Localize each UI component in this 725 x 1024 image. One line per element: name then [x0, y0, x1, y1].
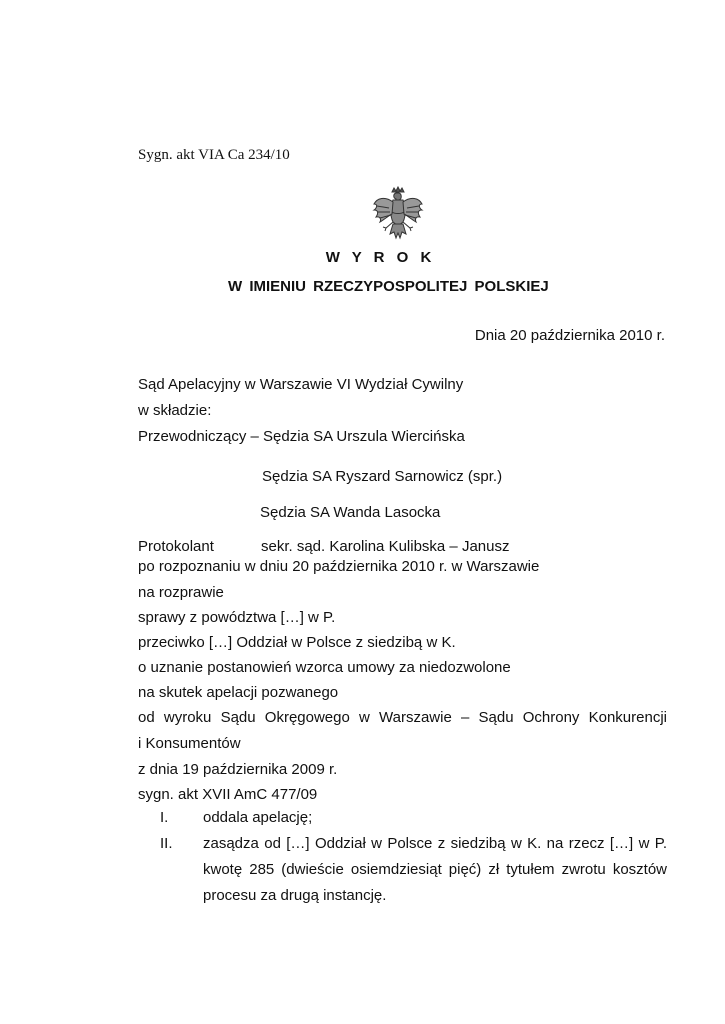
- court-name: Sąd Apelacyjny w Warszawie VI Wydział Cywilny: [138, 376, 464, 393]
- lower-court-ref: sygn. akt XVII AmC 477/09: [138, 786, 318, 803]
- plaintiff-line: sprawy z powództwa […] w P.: [138, 609, 336, 626]
- subject-line: o uznanie postanowień wzorca umowy za niedozwolone: [138, 659, 511, 676]
- clerk-label: Protokolant: [138, 538, 214, 555]
- appeal-line: na skutek apelacji pozwanego: [138, 684, 339, 701]
- judge-rapporteur: Sędzia SA Ryszard Sarnowicz (spr.): [262, 468, 503, 485]
- clerk-name: sekr. sąd. Karolina Kulibska – Janusz: [261, 538, 510, 555]
- lower-court-line-cont: i Konsumentów: [138, 735, 241, 752]
- composition-label: w składzie:: [138, 402, 212, 419]
- hearing-line: po rozpoznaniu w dniu 20 października 2010 r. w Warszawie: [138, 558, 540, 575]
- ruling-item-text: kwotę 285 (dwieście osiemdziesiąt pięć) zł tytułem zwrotu kosztów: [203, 861, 667, 878]
- ruling-item-number: I.: [160, 809, 169, 826]
- presiding-judge: Przewodniczący – Sędzia SA Urszula Wiercińska: [138, 428, 465, 445]
- eagle-icon: [371, 186, 425, 242]
- ruling-item-text: oddala apelację;: [203, 809, 313, 826]
- lower-court-date: z dnia 19 października 2009 r.: [138, 761, 338, 778]
- defendant-line: przeciwko […] Oddział w Polsce z siedzibą w K.: [138, 634, 456, 651]
- judgment-date: Dnia 20 października 2010 r.: [474, 327, 665, 344]
- polish-eagle-emblem: [371, 186, 425, 242]
- document-title: W Y R O K: [325, 249, 436, 266]
- ruling-item-number: II.: [160, 835, 173, 852]
- hearing-type: na rozprawie: [138, 584, 224, 601]
- lower-court-line: od wyroku Sądu Okręgowego w Warszawie – Sądu Ochrony Konkurencji: [138, 709, 667, 726]
- ruling-item-text: procesu za drugą instancję.: [203, 887, 387, 904]
- document-subtitle: W IMIENIU RZECZYPOSPOLITEJ POLSKIEJ: [228, 278, 549, 295]
- judge-member: Sędzia SA Wanda Lasocka: [260, 504, 441, 521]
- case-reference: Sygn. akt VIA Ca 234/10: [138, 147, 290, 163]
- ruling-item-text: zasądza od […] Oddział w Polsce z siedzibą w K. na rzecz […] w P.: [203, 835, 667, 852]
